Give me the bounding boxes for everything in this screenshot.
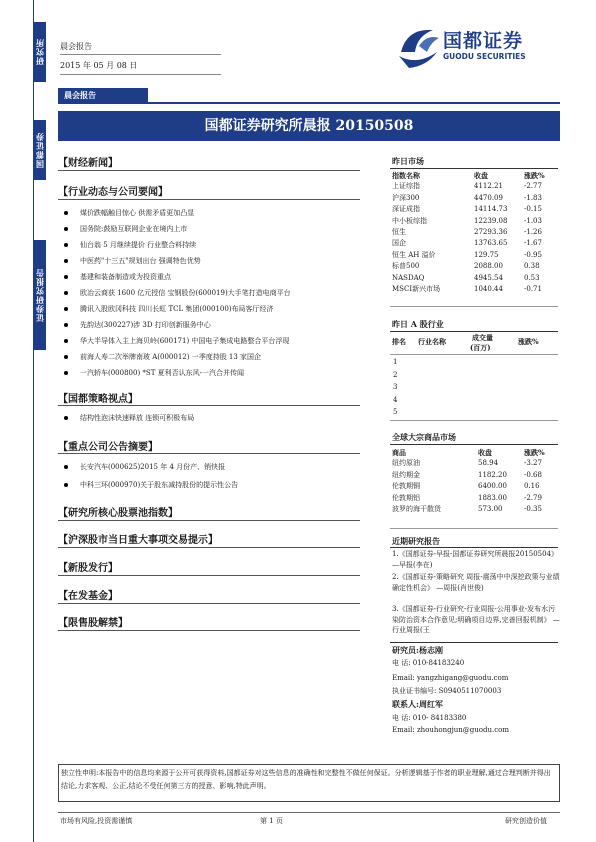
list-item: 中医药"十三五"规划出台 强调特色优势: [64, 256, 201, 266]
column-header: 涨跌%: [518, 337, 539, 346]
analyst-cert: 执业证书编号: S0940511070003: [392, 687, 502, 695]
table-row: [392, 216, 545, 227]
bullet-icon: [64, 339, 68, 343]
footer-slogan: 研究创造价值: [505, 817, 547, 825]
section-divider: [390, 420, 558, 421]
market-table: [392, 170, 545, 295]
header-divider: [60, 54, 221, 55]
section-funds: 【在发基金】: [58, 591, 118, 602]
sector-rank: 5: [393, 408, 398, 416]
table-cell: 0.38: [524, 262, 540, 271]
column-header: 涨跌%: [524, 448, 545, 457]
table-cell: -0.15: [524, 205, 542, 214]
section-divider: [58, 630, 360, 631]
bullet-icon: [64, 307, 68, 311]
company-logo: [397, 22, 547, 72]
page-title: 国都证券研究所晨报 20150508: [58, 111, 560, 141]
table-cell: 沪深300: [392, 193, 420, 202]
table-cell: -3.27: [524, 459, 542, 468]
section-finance-news: 【财经新闻】: [58, 158, 118, 169]
section-divider: [390, 331, 558, 332]
table-cell: -2.79: [524, 493, 542, 502]
table-row: [392, 458, 545, 469]
bullet-icon: [64, 243, 68, 247]
table-cell: 标普500: [392, 262, 420, 271]
reports-title: 近期研究报告: [392, 536, 440, 546]
disclaimer-box: 独立性申明:本报告中的信息均来源于公开可获得资料,国都证券对这些信息的准确性和完整性不做任何保证。分析逻辑基于作者的职业理解,通过合理判断并得出结论,力求客观、公正,结论不受任何第三方的授意、影响,特此声明。: [58, 764, 560, 802]
bullet-icon: [64, 259, 68, 263]
section-ipo: 【新股发行】: [58, 563, 118, 574]
column-header: 商品: [392, 448, 406, 457]
sector-rank: 3: [393, 383, 398, 391]
section-divider: [58, 405, 360, 406]
table-cell: 上证综指: [392, 182, 420, 191]
section-trade-tips: 【沪深股市当日重大事项交易提示】: [58, 535, 218, 546]
section-divider: [58, 603, 360, 604]
bullet-icon: [64, 465, 68, 469]
bullet-icon: [64, 355, 68, 359]
table-cell: -2.77: [524, 182, 542, 191]
side-label-report: 证券研究报告: [34, 240, 46, 350]
table-row: [392, 284, 545, 295]
table-cell: 伦敦期铜: [392, 482, 420, 491]
list-item: 前海人寿二次举牌南玻 A(000012) 一季度持股 13 家国企: [64, 352, 261, 362]
list-item: 煤价跌幅触目惊心 供需矛盾更加凸显: [64, 208, 194, 218]
list-item: 结构性泡沫快速释放 连锁可积极布局: [64, 413, 194, 423]
table-cell: 27293.36: [474, 228, 508, 237]
contact-phone: 电 话: 010- 84183380: [392, 714, 467, 722]
table-row: [392, 238, 545, 249]
list-item: 中科三环(000970)关于股东减持股份的提示性公告: [64, 480, 238, 490]
analyst-email: Email: yangzhigang@guodu.com: [392, 674, 509, 682]
table-row: [392, 250, 545, 261]
list-item: 长安汽车(000625)2015 年 4 月份产、销快报: [64, 462, 225, 472]
table-cell: NASDAQ: [392, 273, 425, 282]
sector-title: 昨日 A 股行业: [392, 319, 444, 329]
column-header: 收盘: [474, 171, 488, 180]
section-divider: [390, 168, 558, 169]
table-cell: -0.95: [524, 250, 542, 259]
table-cell: 12239.08: [474, 216, 508, 225]
report-item: 2.《国都证券-策略研究 周报-震荡中中深挖政策与业绩确定性机会》 —周报(肖世俊): [392, 573, 560, 592]
section-divider: [390, 642, 558, 643]
list-item: 一汽轿车(000800) *ST 夏利否认东风-一汽合并传闻: [64, 368, 244, 378]
table-cell: 58.94: [478, 459, 499, 468]
table-cell: -0.71: [524, 285, 542, 294]
bullet-icon: [64, 323, 68, 327]
bullet-icon: [64, 291, 68, 295]
table-cell: 1883.00: [478, 493, 507, 502]
table-row: [392, 273, 545, 284]
table-cell: 恒生 AH 溢价: [392, 250, 436, 259]
column-header: 排名: [392, 337, 406, 346]
list-item: 先韵达(300227)涉 3D 打印创新服务中心: [64, 320, 211, 330]
contact-name: 联系人:周红军: [392, 699, 443, 709]
section-lockup: 【限售股解禁】: [58, 618, 128, 629]
bullet-icon: [64, 211, 68, 215]
section-divider: [58, 547, 360, 548]
section-divider: [58, 453, 360, 454]
table-cell: -1.83: [524, 193, 542, 202]
table-cell: 0.53: [524, 273, 540, 282]
side-label-institute: 研究所: [34, 22, 46, 82]
report-item: 3.《国都证券-行业研究-行业周报-公用事业-发布水污染防治资本合作意见;明确项目边界,完善回报机制》 —行业周报(王: [392, 605, 560, 634]
table-cell: 波罗的海干散货: [392, 505, 441, 514]
table-cell: MSCI新兴市场: [392, 285, 441, 294]
table-cell: 129.75: [474, 250, 499, 259]
analyst-phone: 电 话: 010-84183240: [392, 659, 465, 667]
contact-email: Email: zhouhongjun@guodu.com: [392, 726, 509, 734]
analyst-name: 研究员:杨志刚: [392, 645, 443, 655]
table-row: [392, 227, 545, 238]
footer-risk-note: 市场有风险,投资需谨慎: [60, 817, 133, 825]
list-item: 华大半导体入主上海贝岭(600171) 中国电子集成电路整合平台浮现: [64, 336, 289, 346]
sector-rank: 2: [393, 370, 398, 379]
table-row: [392, 481, 545, 492]
section-divider: [390, 528, 558, 529]
report-item: 1.《国都证券-早报-国都证券研究所晨报20150504》 —早报(李在): [392, 550, 559, 569]
bullet-icon: [64, 227, 68, 231]
table-cell: 深证成指: [392, 205, 420, 214]
bullet-icon: [64, 371, 68, 375]
logo-text: 国都证券: [443, 30, 524, 52]
bullet-icon: [64, 416, 68, 420]
table-cell: -1.67: [524, 239, 542, 248]
column-header: 涨跌%: [524, 171, 545, 180]
section-divider: [390, 306, 558, 307]
table-cell: -0.35: [524, 505, 542, 514]
table-row: [392, 470, 545, 481]
column-header: 成交量: [472, 333, 493, 342]
table-row: [392, 181, 545, 192]
table-cell: 14114.73: [474, 205, 508, 214]
table-cell: 4470.09: [474, 193, 503, 202]
column-header: (百万): [470, 343, 491, 352]
section-divider: [58, 575, 360, 576]
table-row: [392, 493, 545, 504]
bullet-icon: [64, 275, 68, 279]
bullet-icon: [64, 483, 68, 487]
column-header: 指数名称: [392, 171, 420, 180]
page-number: 第 1 页: [260, 817, 283, 825]
table-cell: 4945.54: [474, 273, 503, 282]
list-item: 基建和装备制造或为投资重点: [64, 272, 171, 282]
section-divider: [390, 354, 558, 355]
table-cell: 0.16: [524, 482, 540, 491]
table-cell: -1.26: [524, 228, 542, 237]
list-item: 腾讯入股欧冈科技 四川长虹 TCL 集团(000100)布局客厅经济: [64, 304, 274, 314]
report-type: 晨会报告: [60, 42, 92, 51]
table-cell: 伦敦期铝: [392, 493, 420, 502]
sector-rank: 4: [393, 395, 398, 404]
section-divider: [58, 199, 360, 200]
commodity-title: 全球大宗商品市场: [392, 432, 456, 442]
table-header-row: [392, 170, 545, 181]
table-cell: -1.03: [524, 216, 542, 225]
section-divider: [58, 170, 360, 171]
section-divider: [58, 520, 360, 521]
table-row: [392, 261, 545, 272]
section-divider: [390, 547, 558, 548]
sector-rank: 1: [393, 358, 398, 366]
list-item: 国务院:鼓励互联网企业在境内上市: [64, 224, 187, 234]
logo-subtext: GUODU SECURITIES: [443, 52, 526, 61]
section-tag: 晨会报告: [58, 88, 148, 102]
table-cell: 573.00: [478, 505, 503, 514]
table-cell: 中小板综指: [392, 216, 427, 225]
table-row: [392, 193, 545, 204]
section-industry-news: 【行业动态与公司要闻】: [58, 187, 168, 198]
header-divider: [60, 74, 221, 75]
table-cell: 恒生: [392, 228, 406, 237]
table-cell: 纽约期金: [392, 470, 420, 479]
table-cell: 6400.00: [478, 482, 507, 491]
section-tag-line: [58, 102, 560, 104]
section-company-notices: 【重点公司公告摘要】: [58, 442, 158, 453]
list-item: 仙台翁 5 月继续提价 行业整合料持续: [64, 240, 196, 250]
table-cell: 1040.44: [474, 285, 503, 294]
table-cell: -0.68: [524, 470, 542, 479]
table-cell: 2088.00: [474, 262, 503, 271]
table-row: [392, 504, 545, 515]
list-item: 欧冶云商获 1600 亿元授信 宝钢股份(600019)大手笔打造电商平台: [64, 288, 291, 298]
side-label-company: 国都证券: [34, 120, 46, 180]
section-divider: [390, 444, 558, 445]
market-title: 昨日市场: [392, 156, 424, 166]
section-strategy: 【国都策略视点】: [58, 394, 138, 405]
table-header-row: [392, 447, 545, 458]
report-date: 2015 年 05 月 08 日: [60, 61, 138, 70]
column-header: 行业名称: [418, 337, 446, 346]
table-cell: 1182.20: [478, 470, 507, 479]
footer-divider: [58, 812, 560, 813]
section-stock-pool: 【研究所核心股票池指数】: [58, 508, 178, 519]
table-cell: 国企: [392, 239, 406, 248]
table-cell: 纽约原油: [392, 459, 420, 468]
commodity-table: [392, 447, 545, 515]
table-cell: 4112.21: [474, 182, 503, 191]
table-cell: 13763.65: [474, 239, 508, 248]
column-header: 收盘: [478, 448, 492, 457]
table-row: [392, 204, 545, 215]
